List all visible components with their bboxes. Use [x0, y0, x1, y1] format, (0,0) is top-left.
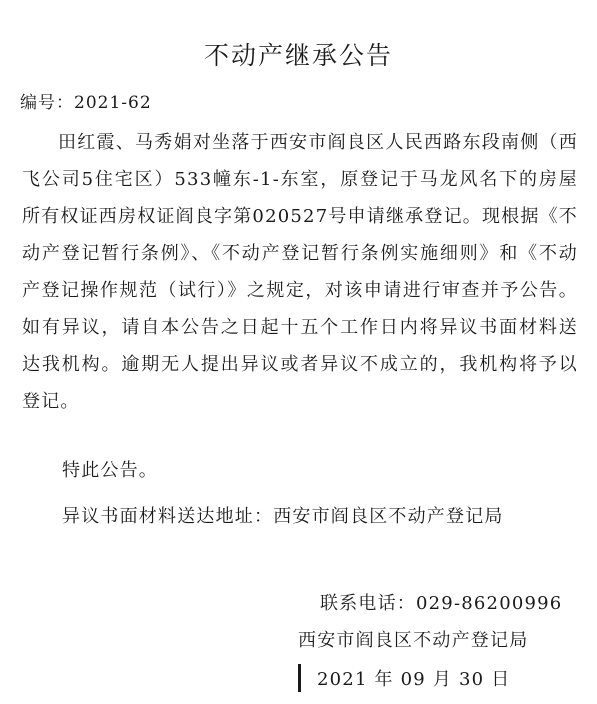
issuing-organization: 西安市阎良区不动产登记局: [298, 630, 529, 651]
issue-date: 2021 年 09 月 30 日: [317, 669, 511, 690]
contact-phone: 联系电话：029-86200996: [320, 593, 563, 614]
date-row: [298, 664, 510, 692]
text-cursor: [298, 664, 301, 692]
document-number: 编号：2021-62: [20, 93, 152, 113]
page-title: 不动产继承公告: [203, 41, 393, 70]
objection-address: 异议书面材料送达地址：西安市阎良区不动产登记局: [62, 506, 504, 527]
announcement-body: 田红霞、马秀娟对坐落于西安市阎良区人民西路东段南侧（西飞公司5住宅区）533幢东-1-东室，原登记于马龙风名下的房屋所有权证西房权证阎良字第020527号申请继承登记。现根据《不动产登记暂行条例》、《不动产登记暂行条例实施细则》和《不动产登记操作规范（试行）》之规定，对该申请进行审查并予公告。如有异议，请自本公告之日起十五个工作日内将异议书面材料送达我机构。逾期无人提出异议或者异议不成立的，我机构将予以登记。: [22, 132, 578, 412]
special-notice: 特此公告。: [62, 460, 158, 481]
